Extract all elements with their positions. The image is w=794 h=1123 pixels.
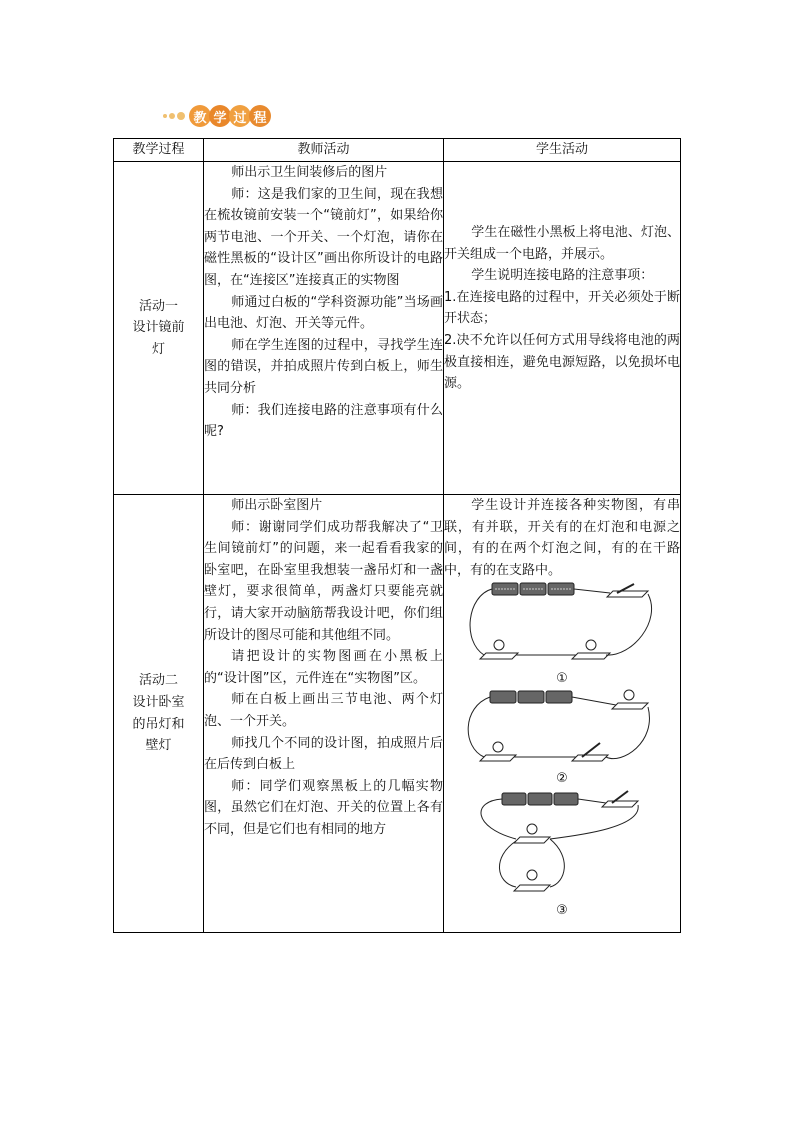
student-paragraph: 学生设计并连接各种实物图，有串联，有并联，开关有的在灯泡和电源之间，有的在两个灯泡之间，有的在干路中，有的在支路中。 <box>444 498 680 578</box>
student-cell <box>444 495 681 933</box>
teacher-cell <box>204 162 444 495</box>
figure-label: ③ <box>556 903 568 919</box>
activity-label-line: 壁灯 <box>145 738 172 754</box>
activity-cell <box>114 162 204 495</box>
circuit-figure-3 <box>462 787 662 903</box>
header-teacher: 教师活动 <box>204 139 444 162</box>
switch <box>572 743 608 761</box>
badge-char: 程 <box>249 105 271 127</box>
badge-char: 教 <box>189 105 211 127</box>
bulb <box>612 690 648 709</box>
bulb <box>572 640 610 659</box>
teacher-paragraph: 师：谢谢同学们成功帮我解决了“卫生间镜前灯”的问题，来一起看看我家的卧室吧，在卧室里我想装一盏吊灯和一盏壁灯，要求很简单，两盏灯只要能亮就行，请大家开动脑筋帮我设计吧，你们组所设计的图尽可能和其他组不同。 <box>204 519 443 643</box>
badge-dots <box>163 112 187 120</box>
battery-pack <box>490 691 572 703</box>
battery-pack <box>492 583 574 595</box>
lesson-table <box>113 138 681 933</box>
bulb <box>480 640 518 659</box>
activity-label-line: 设计卧室 <box>132 694 185 710</box>
circuit-figure-1 <box>462 581 662 671</box>
student-paragraph: 学生说明连接电路的注意事项： <box>471 268 654 284</box>
activity-label-line: 的吊灯和 <box>132 716 185 732</box>
student-cell <box>444 162 681 495</box>
bulb <box>514 870 550 891</box>
header-process: 教学过程 <box>114 139 204 162</box>
switch <box>607 584 648 597</box>
teacher-paragraph: 师在白板上画出三节电池、两个灯泡、一个开关。 <box>204 692 443 729</box>
badge-char: 学 <box>209 105 231 127</box>
section-badge <box>163 101 269 131</box>
teacher-paragraph: 师通过白板的“学科资源功能”当场画出电池、灯泡、开关等元件。 <box>204 294 443 332</box>
table-row <box>114 162 681 495</box>
figure-label: ② <box>556 771 568 787</box>
teacher-paragraph: 师：这是我们家的卫生间，现在我想在梳妆镜前安装一个“镜前灯”，如果给你两节电池、一个开关、一个灯泡，请你在磁性黑板的“设计区”画出你所设计的电路图，在“连接区”连接真正的实物图 <box>204 186 443 288</box>
student-paragraph: 2.决不允许以任何方式用导线将电池的两极直接相连，避免电源短路，以免损坏电源。 <box>444 332 680 392</box>
bulb <box>514 824 550 843</box>
bulb <box>480 742 516 761</box>
teacher-paragraph: 师：我们连接电路的注意事项有什么呢? <box>204 402 443 440</box>
teacher-paragraph: 师：同学们观察黑板上的几幅实物图，虽然它们在灯泡、开关的位置上各有不同，但是它们也有相同的地方 <box>204 778 443 837</box>
teacher-paragraph: 师出示卧室图片 <box>231 498 323 513</box>
figure-label: ① <box>556 671 568 687</box>
activity-label-line: 活动二 <box>138 673 178 689</box>
header-student: 学生活动 <box>444 139 681 162</box>
table-row <box>114 495 681 933</box>
teacher-paragraph: 请把设计的实物图画在小黑板上的“设计图”区，元件连在“实物图”区。 <box>204 649 443 686</box>
activity-cell <box>114 495 204 933</box>
teacher-paragraph: 师找几个不同的设计图，拍成照片后在后传到白板上 <box>204 735 443 773</box>
teacher-paragraph: 师出示卫生间装修后的图片 <box>231 165 388 180</box>
switch <box>602 791 638 807</box>
teacher-cell <box>204 495 444 933</box>
activity-label-line: 设计镜前 <box>132 320 185 336</box>
circuit-figure-2 <box>462 687 662 771</box>
student-paragraph: 1.在连接电路的过程中，开关必须处于断开状态； <box>444 289 680 327</box>
student-paragraph: 学生在磁性小黑板上将电池、灯泡、开关组成一个电路，并展示。 <box>444 225 680 262</box>
teacher-paragraph: 师在学生连图的过程中，寻找学生连图的错误，并拍成照片传到白板上，师生共同分析 <box>204 337 443 396</box>
activity-label-line: 灯 <box>151 341 165 357</box>
header-row <box>114 139 681 162</box>
activity-label-line: 活动一 <box>138 298 178 314</box>
battery-pack <box>502 793 578 805</box>
badge-char: 过 <box>229 105 251 127</box>
